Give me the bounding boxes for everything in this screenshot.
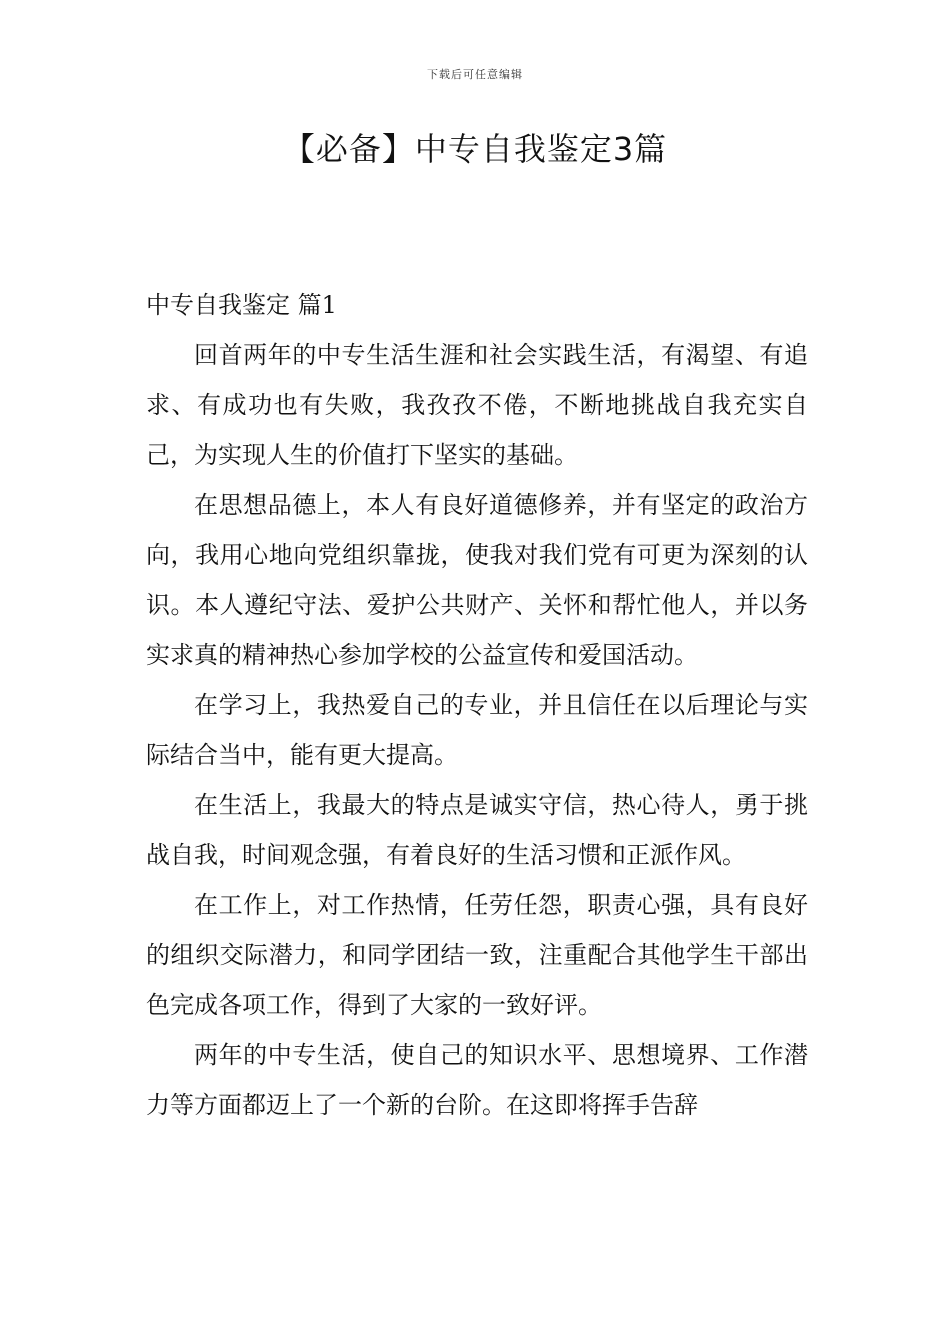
header-note: 下载后可任意编辑	[427, 68, 523, 81]
paragraph: 在工作上，对工作热情，任劳任怨，职责心强，具有良好的组织交际潜力，和同学团结一致，注重配合其他学生干部出色完成各项工作，得到了大家的一致好评。	[146, 891, 808, 1019]
paragraph: 在思想品德上，本人有良好道德修养，并有坚定的政治方向，我用心地向党组织靠拢，使我对我们党有可更为深刻的认识。本人遵纪守法、爱护公共财产、关怀和帮忙他人，并以务实求真的精神热心参加学校的公益宣传和爱国活动。	[146, 491, 808, 669]
paragraph: 在学习上，我热爱自己的专业，并且信任在以后理论与实际结合当中，能有更大提高。	[146, 691, 808, 769]
document-title: 【必备】中专自我鉴定3篇	[282, 130, 668, 168]
paragraph: 两年的中专生活，使自己的知识水平、思想境界、工作潜力等方面都迈上了一个新的台阶。在这即将挥手告辞	[146, 1041, 808, 1119]
paragraph: 在生活上，我最大的特点是诚实守信，热心待人，勇于挑战自我，时间观念强，有着良好的生活习惯和正派作风。	[146, 791, 808, 869]
section-heading: 中专自我鉴定 篇1	[146, 291, 337, 319]
document-body	[146, 280, 808, 1130]
paragraph: 回首两年的中专生活生涯和社会实践生活，有渴望、有追求、有成功也有失败，我孜孜不倦，不断地挑战自我充实自己，为实现人生的价值打下坚实的基础。	[146, 341, 808, 469]
